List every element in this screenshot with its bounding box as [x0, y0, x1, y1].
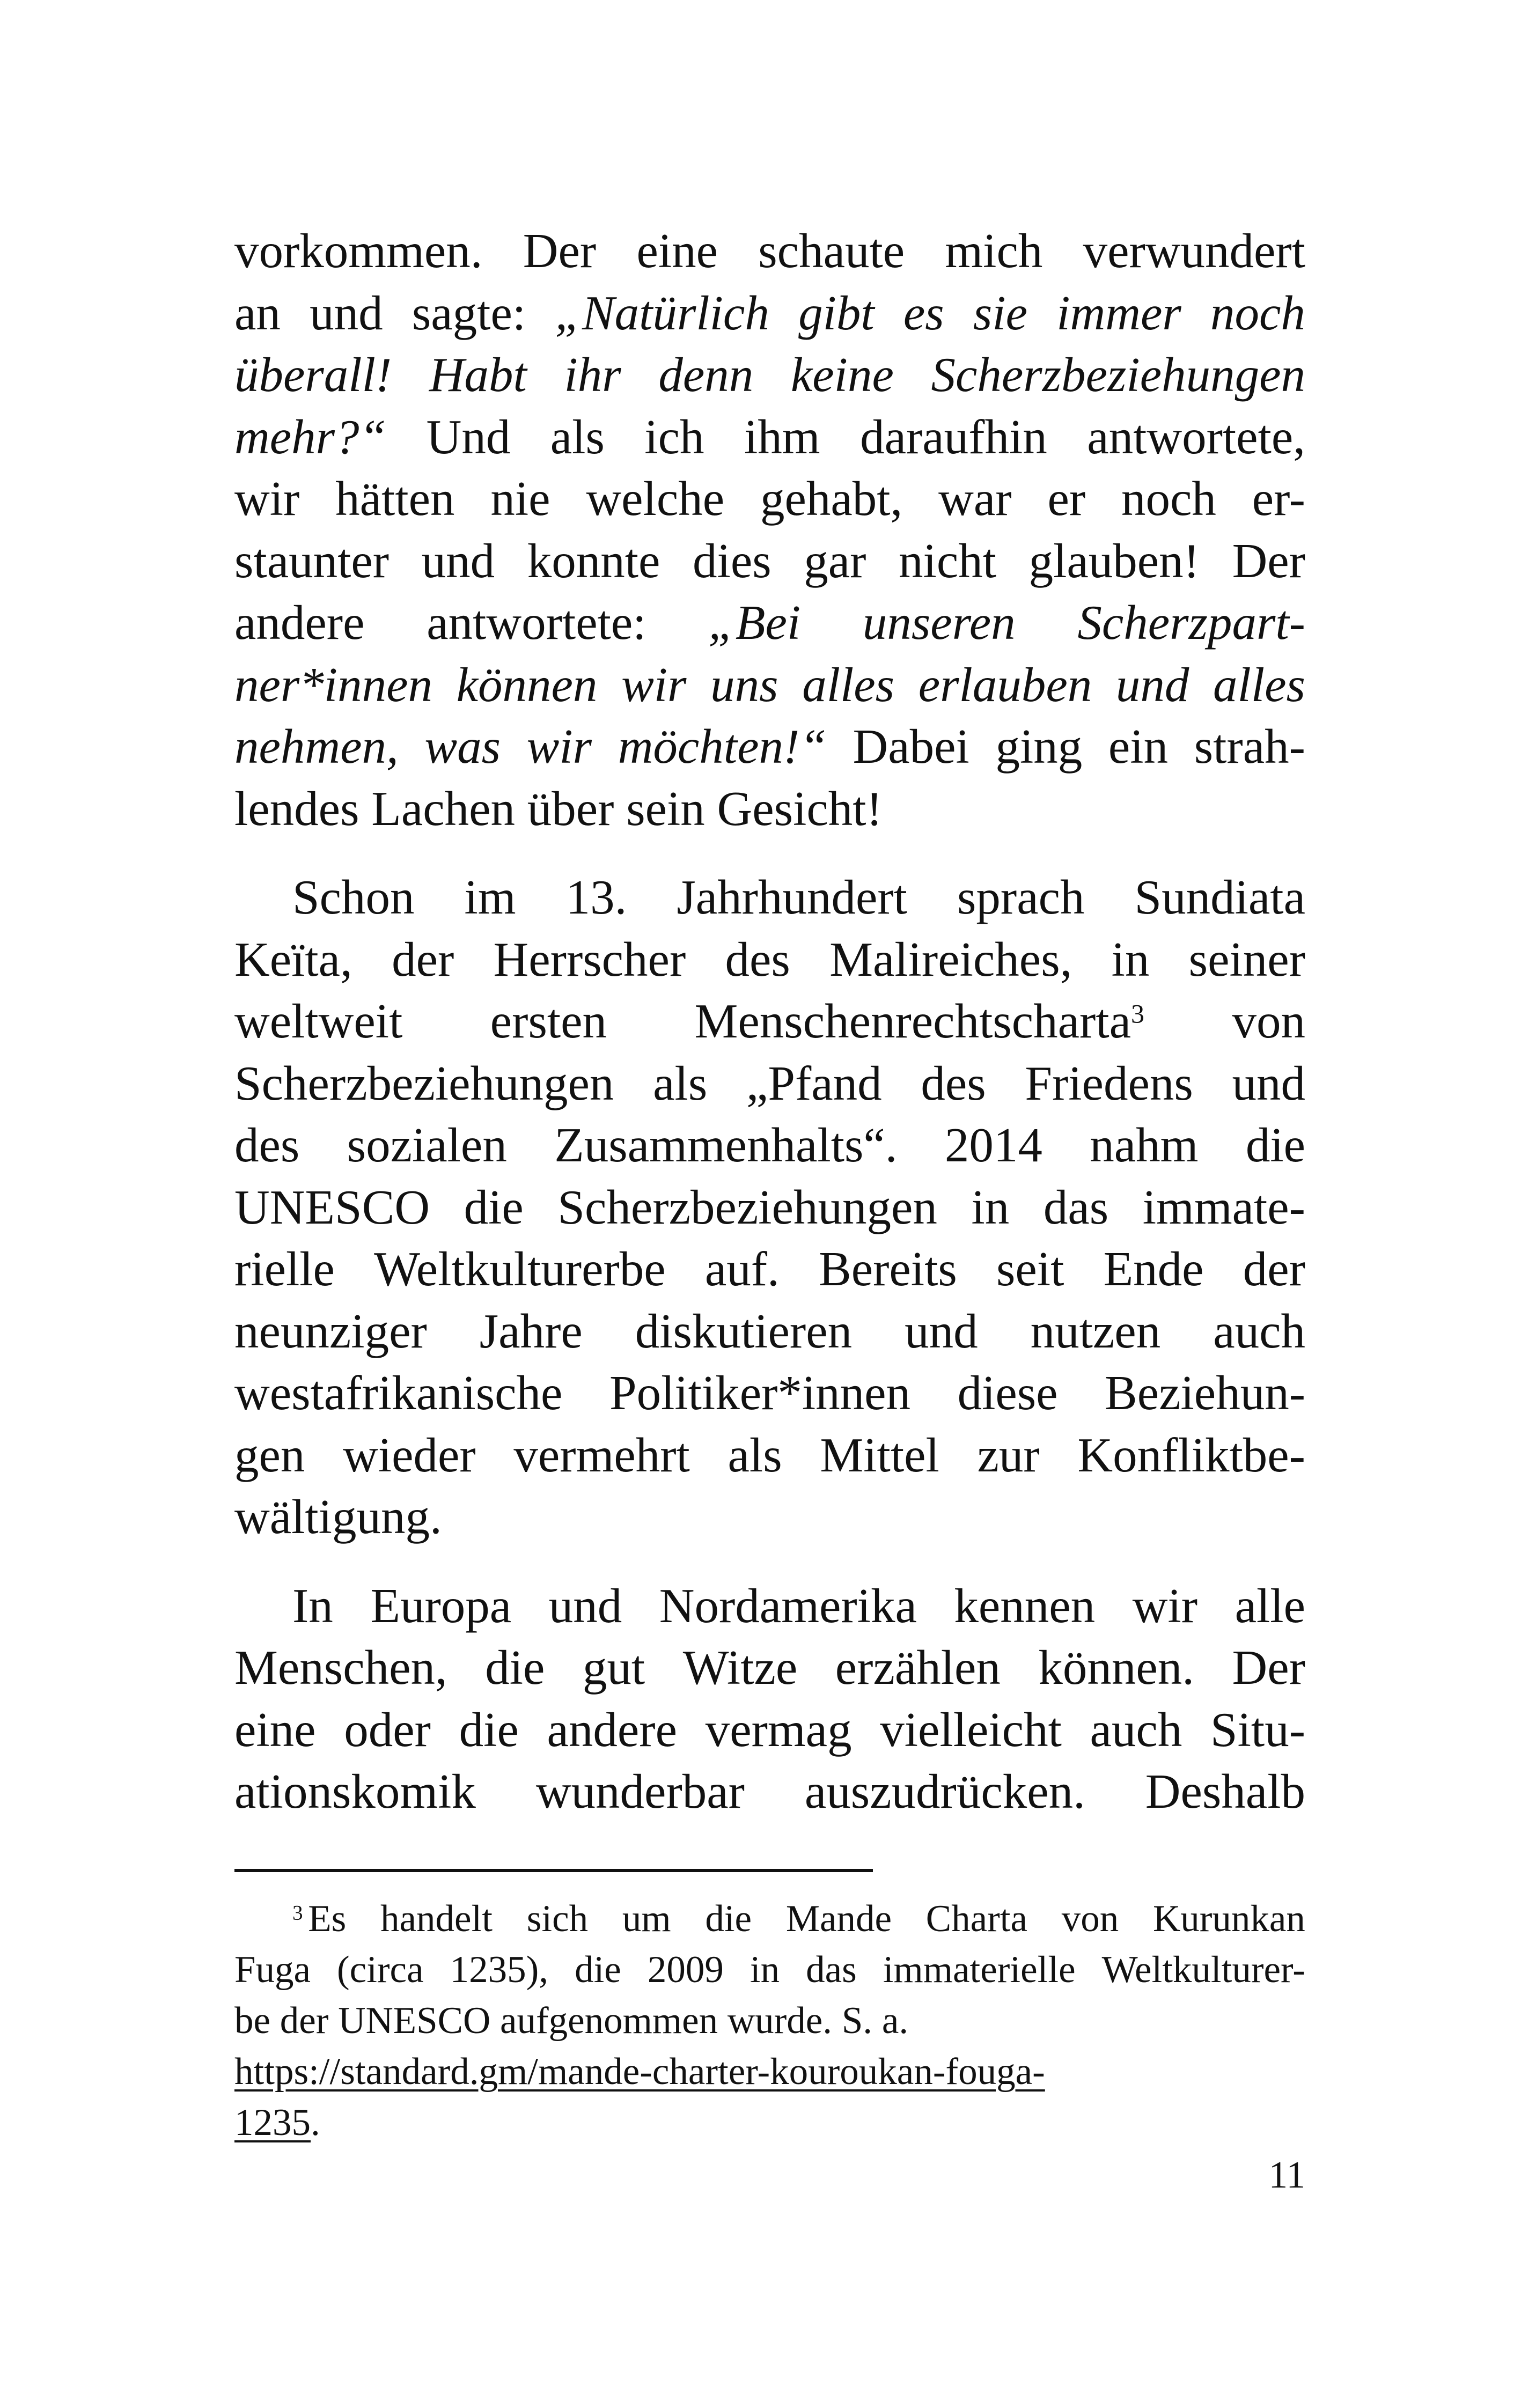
word: auszudrücken.: [804, 1764, 1085, 1818]
word: strah-: [1194, 719, 1305, 774]
word: Europa: [370, 1578, 512, 1633]
word: ging: [995, 719, 1083, 774]
word: immer: [1056, 285, 1181, 340]
word: gar: [804, 533, 866, 588]
word: die: [575, 1949, 621, 1991]
word: Herrscher: [493, 932, 686, 986]
word: wir: [234, 472, 300, 526]
word: erzählen: [835, 1640, 1001, 1695]
word: diese: [957, 1366, 1058, 1420]
word: des: [725, 932, 790, 986]
word: lendes: [234, 781, 359, 836]
text-line: [234, 1424, 1305, 1486]
word: Charta: [925, 1898, 1027, 1940]
footnote-reference[interactable]: 3: [1131, 998, 1145, 1029]
word: Witze: [682, 1640, 798, 1695]
word: zur: [977, 1427, 1040, 1482]
word: eine: [234, 1702, 316, 1757]
word: kennen: [954, 1578, 1096, 1633]
word: daraufhin: [860, 409, 1047, 464]
text-line: [234, 990, 1305, 1052]
text-line: [234, 1637, 1305, 1699]
text-line: [234, 344, 1305, 406]
word: Konfliktbe-: [1077, 1427, 1305, 1482]
word: als: [550, 409, 605, 464]
word: dies: [693, 533, 771, 588]
word: mehr?“: [234, 409, 387, 464]
word: Der: [1232, 533, 1305, 588]
word: noch: [1121, 472, 1216, 526]
word: oder: [344, 1702, 431, 1757]
footnote-separator: [234, 1869, 873, 1872]
word: Friedens: [1025, 1056, 1193, 1110]
word: des: [921, 1056, 986, 1110]
word: nutzen: [1030, 1304, 1161, 1358]
word: alle: [1235, 1578, 1305, 1633]
word: wir: [1132, 1578, 1198, 1633]
footnote-line: [234, 1995, 1305, 2046]
text-line: [234, 1362, 1305, 1424]
word: ner*innen: [234, 657, 432, 712]
word: „Natürlich: [555, 285, 769, 340]
word: auf.: [704, 1242, 780, 1296]
word: antwortete,: [1087, 409, 1305, 464]
text-line: [234, 929, 1305, 991]
word: schaute: [758, 224, 905, 278]
word: UNESCO: [338, 2000, 491, 2042]
word: ihr: [564, 348, 621, 402]
word: an: [234, 285, 281, 340]
word: gehabt,: [760, 472, 903, 526]
word: die: [459, 1702, 519, 1757]
word: das: [1043, 1180, 1109, 1234]
word: von: [1061, 1898, 1119, 1940]
footnote-link[interactable]: https://standard.gm/mande-charter-kouroukan-fouga-: [234, 2051, 1045, 2093]
text-line: [234, 1761, 1305, 1823]
word: Menschenrechtscharta$^3$: [694, 994, 1145, 1048]
word: be: [234, 2000, 271, 2042]
text-line: [234, 282, 1305, 344]
word: gibt: [798, 285, 875, 340]
word: „Bei: [708, 595, 801, 650]
body-text: [234, 220, 1305, 1850]
word: die: [705, 1898, 752, 1940]
footnote-link-word[interactable]: [234, 2046, 1045, 2097]
word: um: [622, 1898, 671, 1940]
word: und: [1115, 657, 1189, 712]
punctuation: .: [311, 2102, 320, 2144]
word: der: [1243, 1242, 1305, 1296]
word: Scherzpart-: [1077, 595, 1305, 650]
word: wir: [621, 657, 687, 712]
word: Zusammenhalts“.: [554, 1118, 898, 1172]
word: nicht: [899, 533, 996, 588]
word: und: [421, 533, 495, 588]
word: war: [938, 472, 1012, 526]
word: die: [485, 1640, 545, 1695]
footnote-line: [234, 1945, 1305, 1995]
word: alles: [1213, 657, 1305, 712]
word: Mande: [785, 1898, 892, 1940]
word: Beziehun-: [1105, 1366, 1305, 1420]
word: wunderbar: [535, 1764, 745, 1818]
word: keine: [790, 348, 894, 402]
word: nehmen,: [234, 719, 399, 774]
word: der: [392, 932, 454, 986]
paragraph: [234, 866, 1305, 1548]
text-line: [234, 1114, 1305, 1176]
word: wir: [526, 719, 592, 774]
word: die: [1245, 1118, 1305, 1172]
text-line: [234, 1699, 1305, 1761]
word: ihm: [744, 409, 820, 464]
word: 2009: [647, 1949, 724, 1991]
word: immaterielle: [883, 1949, 1076, 1991]
word: und: [310, 285, 383, 340]
word: wurde.: [727, 2000, 833, 2042]
word: welche: [586, 472, 725, 526]
text-line: [234, 1238, 1305, 1300]
footnote-line: [234, 2097, 1305, 2148]
word: noch: [1210, 285, 1305, 340]
word: In: [292, 1578, 333, 1633]
word: denn: [658, 348, 754, 402]
word: als: [653, 1056, 708, 1110]
word: ein: [1108, 719, 1169, 774]
word: Und: [426, 409, 511, 464]
word: verwundert: [1083, 224, 1305, 278]
page-number: 11: [1268, 2154, 1305, 2196]
text-line: [234, 1052, 1305, 1115]
word: was: [424, 719, 501, 774]
word: rielle: [234, 1242, 335, 1296]
word: können: [456, 657, 598, 712]
word: Menschen,: [234, 1640, 447, 1695]
text-line: [234, 530, 1305, 592]
word: auch: [1213, 1304, 1305, 1358]
word: ationskomik: [234, 1764, 476, 1818]
text-line: [234, 654, 1305, 716]
word: (circa: [337, 1949, 424, 1991]
paragraph: [234, 1575, 1305, 1823]
word: Schon: [292, 870, 415, 924]
word: Weltkulturerbe: [374, 1242, 666, 1296]
word: antwortete:: [427, 595, 646, 650]
word: sein: [626, 781, 705, 836]
word: sagte:: [412, 285, 526, 340]
word: der: [280, 2000, 329, 2042]
word: alles: [802, 657, 895, 712]
word: Malireiches,: [829, 932, 1072, 986]
footnote-line: [234, 1894, 1305, 1945]
word: diskutieren: [635, 1304, 853, 1358]
word: in: [750, 1949, 780, 1991]
word: Jahrhundert: [677, 870, 907, 924]
word: vermehrt: [513, 1427, 690, 1482]
paragraph: [234, 220, 1305, 840]
footnote-link[interactable]: 1235: [234, 2102, 311, 2144]
word: sozialen: [347, 1118, 507, 1172]
word: das: [806, 1949, 857, 1991]
word: und: [1232, 1056, 1305, 1110]
footnote-area: [234, 1894, 1305, 2148]
text-line: [234, 778, 1305, 840]
word: Lachen: [371, 781, 515, 836]
word: andere: [234, 595, 365, 650]
text-line: [234, 1300, 1305, 1363]
word: seiner: [1188, 932, 1305, 986]
word: S.: [841, 2000, 873, 2042]
text-line: [234, 468, 1305, 530]
word: gut: [582, 1640, 645, 1695]
word: hätten: [335, 472, 455, 526]
word: glauben!: [1028, 533, 1200, 588]
word: Scherzbeziehungen: [557, 1180, 937, 1234]
word: von: [1232, 994, 1305, 1048]
word: Sundiata: [1134, 870, 1305, 924]
word: Nordamerika: [659, 1578, 917, 1633]
text-line: [234, 220, 1305, 282]
word: es: [903, 285, 944, 340]
word: mich: [945, 224, 1043, 278]
text-line: [234, 866, 1305, 929]
word: a.: [881, 2000, 909, 2042]
word: Der: [523, 224, 597, 278]
word: unseren: [862, 595, 1016, 650]
word: handelt: [380, 1898, 493, 1940]
word: Mittel: [820, 1427, 939, 1482]
text-line: [234, 716, 1305, 778]
word: und: [548, 1578, 622, 1633]
word: Deshalb: [1145, 1764, 1305, 1818]
word: konnte: [527, 533, 660, 588]
word: Scherzbeziehungen: [931, 348, 1305, 402]
word: Fuga: [234, 1949, 311, 1991]
text-line: [234, 592, 1305, 654]
word: 13.: [565, 870, 627, 924]
word: vorkommen.: [234, 224, 483, 278]
word: „Pfand: [746, 1056, 882, 1110]
word: 2014: [944, 1118, 1042, 1172]
word: des: [234, 1118, 300, 1172]
word: eine: [636, 224, 718, 278]
word: aufgenommen: [499, 2000, 718, 2042]
word: als: [728, 1427, 782, 1482]
word: Situ-: [1210, 1702, 1305, 1757]
word: UNESCO: [234, 1180, 430, 1234]
word: sprach: [957, 870, 1085, 924]
word: weltweit: [234, 994, 403, 1048]
word: nahm: [1090, 1118, 1199, 1172]
word: wältigung.: [234, 1490, 442, 1544]
word: ersten: [490, 994, 607, 1048]
word: Der: [1232, 1640, 1305, 1695]
word: uns: [710, 657, 778, 712]
word: über: [527, 781, 614, 836]
text-line: [234, 406, 1305, 468]
word: sich: [526, 1898, 589, 1940]
word: Gesicht!: [717, 781, 883, 836]
word: Bereits: [819, 1242, 957, 1296]
footnote-marker: 3: [292, 1901, 308, 1925]
word: Dabei: [853, 719, 969, 774]
word: 1235),: [450, 1949, 549, 1991]
text-line: [234, 1486, 1305, 1548]
word: die: [464, 1180, 524, 1234]
word: er: [1047, 472, 1086, 526]
word: und: [905, 1304, 978, 1358]
word: Kurunkan: [1152, 1898, 1305, 1940]
word: neunziger: [234, 1304, 427, 1358]
word: Weltkulturer-: [1101, 1949, 1305, 1991]
word: vermag: [705, 1702, 852, 1757]
word: $^3$ Es: [292, 1898, 347, 1940]
word: Scherzbeziehungen: [234, 1056, 614, 1110]
word: können.: [1038, 1640, 1195, 1695]
word: erlauben: [918, 657, 1092, 712]
word: andere: [547, 1702, 678, 1757]
word: staunter: [234, 533, 390, 588]
word: Ende: [1103, 1242, 1204, 1296]
text-line: [234, 1176, 1305, 1239]
word: westafrikanische: [234, 1366, 563, 1420]
word: sie: [973, 285, 1028, 340]
word: im: [464, 870, 516, 924]
word: ich: [644, 409, 704, 464]
word: Politiker*innen: [609, 1366, 911, 1420]
text-line: [234, 1575, 1305, 1637]
word: in: [971, 1180, 1010, 1234]
word: Keïta,: [234, 932, 352, 986]
footnote-line: [234, 2046, 1305, 2097]
word: nie: [490, 472, 550, 526]
footnote-link-word[interactable]: [234, 2097, 320, 2148]
word: immate-: [1142, 1180, 1305, 1234]
word: vielleicht: [880, 1702, 1062, 1757]
word: seit: [996, 1242, 1064, 1296]
word: Jahre: [479, 1304, 583, 1358]
word: wieder: [343, 1427, 476, 1482]
word: auch: [1090, 1702, 1182, 1757]
word: überall!: [234, 348, 392, 402]
word: Habt: [429, 348, 527, 402]
word: er-: [1252, 472, 1305, 526]
word: möchten!“: [618, 719, 827, 774]
word: in: [1111, 932, 1150, 986]
word: gen: [234, 1427, 305, 1482]
